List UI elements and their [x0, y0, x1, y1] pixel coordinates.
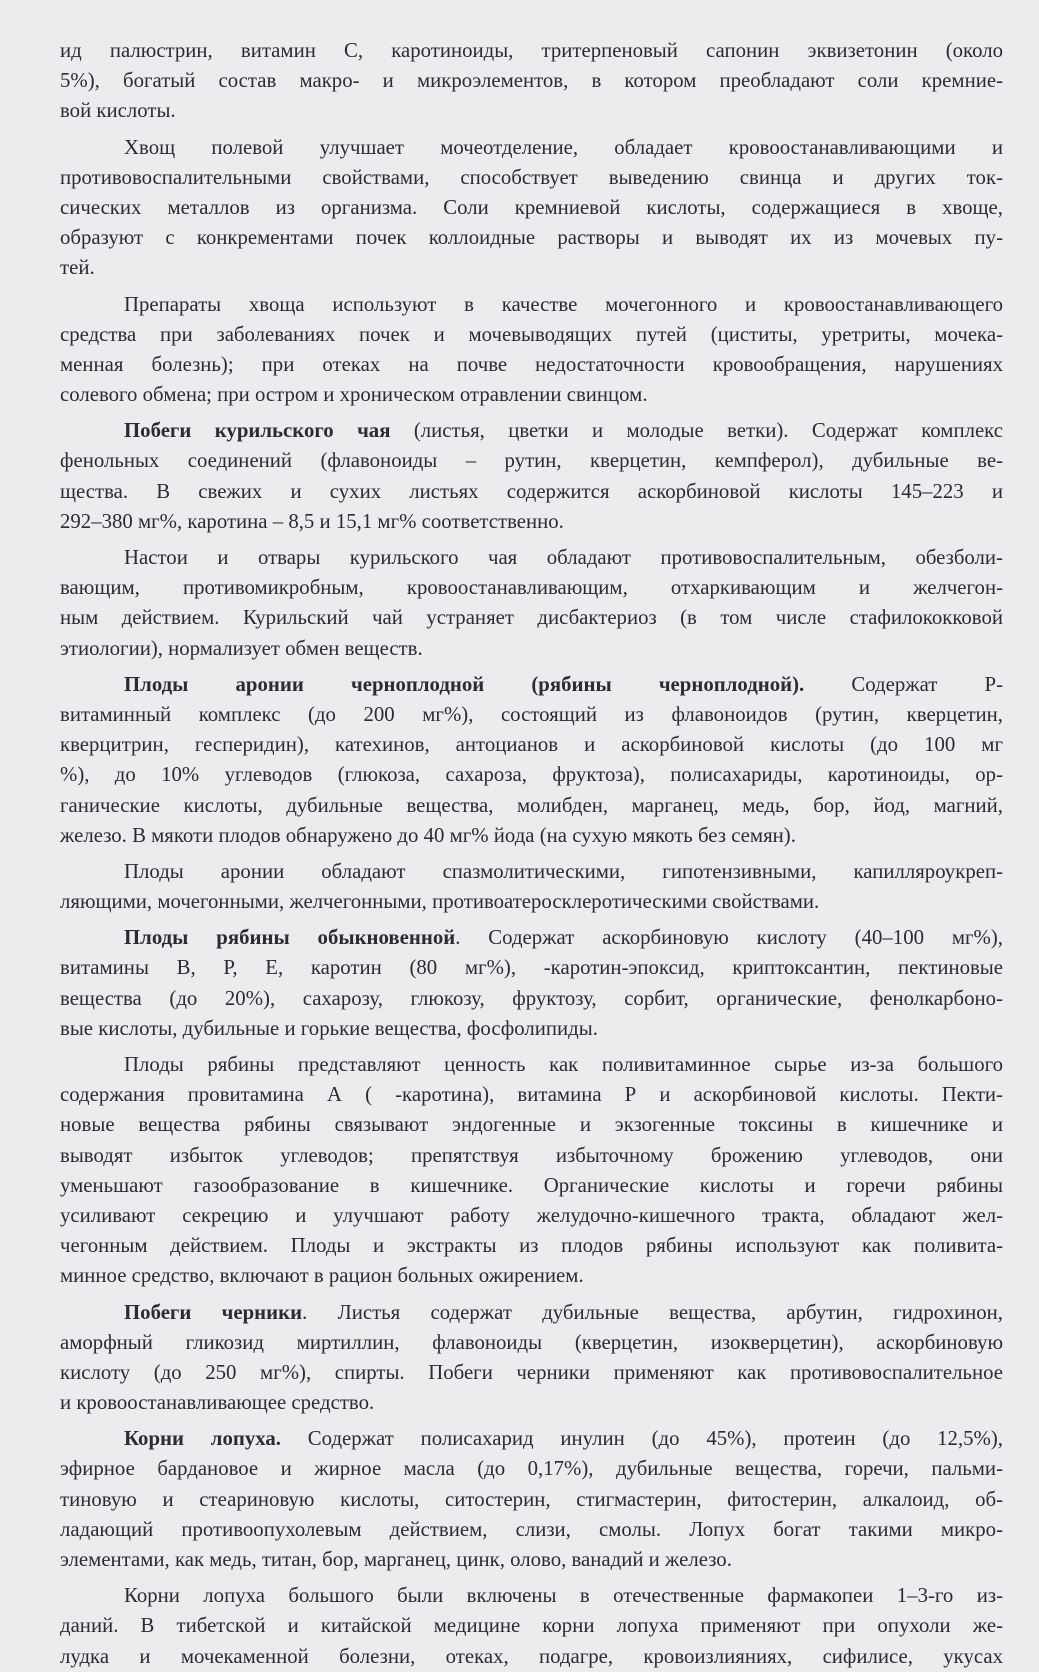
line-text: кислоту (до 250 мг%), спирты. Побеги черники применяют как противовоспалительное: [60, 1360, 1003, 1384]
text-line: [60, 1231, 1003, 1261]
line-text: 5%), богатый состав макро- и микроэлементов, в котором преобладают соли кремние-: [60, 69, 1003, 93]
line-text: выводят избыток углеводов; препятствуя избыточному брожению углеводов, они: [60, 1143, 1003, 1167]
text-line: [60, 1298, 1003, 1328]
line-text: %), до 10% углеводов (глюкоза, сахароза, фруктоза), полисахариды, каротиноиды, ор-: [60, 763, 1003, 787]
text-line: [60, 1611, 1003, 1641]
text-line: [60, 253, 1003, 283]
line-text: тей.: [60, 256, 95, 280]
text-line: [60, 1050, 1003, 1080]
text-line: [60, 446, 1003, 476]
line-text: кверцитрин, гесперидин), катехинов, антоцианов и аскорбиновой кислоты (до 100 мг: [60, 733, 1003, 757]
text-line: [60, 1110, 1003, 1140]
line-text: лудка и мочекаменной болезни, отеках, подагре, кровоизлияниях, сифилисе, укусах: [60, 1644, 1003, 1668]
line-text: противовоспалительными свойствами, способствует выведению свинца и других ток-: [60, 165, 1003, 189]
line-text: Препараты хвоща используют в качестве мочегонного и кровоостанавливающего: [124, 292, 1003, 316]
text-line: [60, 857, 1003, 887]
line-text: ладающий противоопухолевым действием, слизи, смолы. Лопух богат такими микро-: [60, 1517, 1003, 1541]
text-line: [60, 1581, 1003, 1611]
bold-heading: Плоды рябины обыкновенной: [124, 926, 456, 950]
line-text: (листья, цветки и молодые ветки). Содержат комплекс: [390, 419, 1003, 443]
text-line: [60, 36, 1003, 66]
line-text: щества. В свежих и сухих листьях содержится аскорбиновой кислоты 145–223 и: [60, 479, 1003, 503]
bold-heading: Побеги курильского чая: [124, 419, 391, 443]
text-line: [60, 1424, 1003, 1454]
bold-heading: Плоды аронии черноплодной (рябины черноплодной).: [124, 672, 805, 696]
line-text: минное средство, включают в рацион больных ожирением.: [60, 1264, 584, 1288]
text-line: [60, 133, 1003, 163]
text-line: [60, 1201, 1003, 1231]
line-text: вещества (до 20%), сахарозу, глюкозу, фруктозу, сорбит, органические, фенолкарбоно-: [60, 986, 1003, 1010]
line-text: Содержат Р-: [804, 672, 1003, 696]
line-text: Плоды аронии обладают спазмолитическими, гипотензивными, капилляроукреп-: [124, 859, 1003, 883]
bold-heading: Корни лопуха.: [124, 1427, 281, 1451]
line-text: этиологии), нормализует обмен веществ.: [60, 636, 423, 660]
line-text: ляющими, мочегонными, желчегонными, противоатеросклеротическими свойствами.: [60, 890, 820, 914]
line-text: новые вещества рябины связывают эндогенные и экзогенные токсины в кишечнике и: [60, 1113, 1003, 1137]
text-line: [60, 380, 1003, 410]
text-line: [60, 730, 1003, 760]
line-text: Содержат полисахарид инулин (до 45%), протеин (до 12,5%),: [280, 1427, 1003, 1451]
text-line: [60, 320, 1003, 350]
line-text: уменьшают газообразование в кишечнике. Органические кислоты и горечи рябины: [60, 1173, 1003, 1197]
line-text: . Содержат аскорбиновую кислоту (40–100 мг%),: [455, 926, 1003, 950]
line-text: Хвощ полевой улучшает мочеотделение, обладает кровоостанавливающими и: [124, 135, 1003, 159]
line-text: и кровоостанавливающее средство.: [60, 1391, 375, 1415]
text-line: [60, 700, 1003, 730]
text-line: [60, 96, 1003, 126]
text-line: [60, 984, 1003, 1014]
text-line: [60, 193, 1003, 223]
line-text: даний. В тибетской и китайской медицине корни лопуха применяют при опухоли же-: [60, 1614, 1003, 1638]
text-line: [60, 1014, 1003, 1044]
text-line: [60, 290, 1003, 320]
line-text: аморфный гликозид миртиллин, флавоноиды (кверцетин, изокверцетин), аскорбиновую: [60, 1330, 1003, 1354]
text-line: [60, 1358, 1003, 1388]
line-text: тиновую и стеариновую кислоты, ситостерин, стигмастерин, фитостерин, алкалоид, об-: [60, 1487, 1003, 1511]
text-line: [60, 887, 1003, 917]
line-text: ганические кислоты, дубильные вещества, молибден, марганец, медь, бор, йод, магний,: [60, 793, 1003, 817]
line-text: витамины В, Р, Е, каротин (80 мг%), -каротин-эпоксид, криптоксантин, пектиновые: [60, 956, 1003, 980]
bold-heading: Побеги черники: [124, 1300, 303, 1324]
text-line: [60, 543, 1003, 573]
text-line: [60, 1080, 1003, 1110]
text-line: [60, 1515, 1003, 1545]
text-line: [60, 634, 1003, 664]
text-line: [60, 416, 1003, 446]
text-line: [60, 923, 1003, 953]
line-text: фенольных соединений (флавоноиды – рутин, кверцетин, кемпферол), дубильные ве-: [60, 449, 1003, 473]
line-text: усиливают секрецию и улучшают работу желудочно-кишечного тракта, обладают жел-: [60, 1203, 1003, 1227]
line-text: эфирное бардановое и жирное масла (до 0,17%), дубильные вещества, горечи, пальми-: [60, 1457, 1003, 1481]
text-line: [60, 670, 1003, 700]
line-text: Корни лопуха большого были включены в отечественные фармакопеи 1–3-го из-: [124, 1584, 1003, 1608]
text-line: [60, 1545, 1003, 1575]
text-line: [60, 1171, 1003, 1201]
text-line: [60, 507, 1003, 537]
text-line: [60, 573, 1003, 603]
line-text: Настои и отвары курильского чая обладают противовоспалительным, обезболи-: [124, 546, 1003, 569]
text-line: [60, 760, 1003, 790]
text-line: [60, 953, 1003, 983]
text-line: [60, 821, 1003, 851]
line-text: ид палюстрин, витамин С, каротиноиды, тритерпеновый сапонин эквизетонин (около: [60, 39, 1003, 62]
text-line: [60, 1642, 1003, 1672]
line-text: вой кислоты.: [60, 99, 176, 123]
text-line: [60, 1141, 1003, 1171]
line-text: средства при заболеваниях почек и мочевыводящих путей (циститы, уретриты, мочека-: [60, 322, 1003, 346]
line-text: содержания провитамина А ( -каротина), витамина Р и аскорбиновой кислоты. Пекти-: [60, 1083, 1003, 1107]
line-text: сических металлов из организма. Соли кремниевой кислоты, содержащиеся в хвоще,: [60, 195, 1003, 219]
line-text: железо. В мякоти плодов обнаружено до 40 мг% йода (на сухую мякоть без семян).: [60, 823, 796, 847]
line-text: Плоды рябины представляют ценность как поливитаминное сырье из-за большого: [124, 1053, 1003, 1076]
line-text: 292–380 мг%, каротина – 8,5 и 15,1 мг% соответственно.: [60, 509, 564, 533]
text-line: [60, 603, 1003, 633]
text-line: [60, 350, 1003, 380]
text-line: [60, 477, 1003, 507]
text-line: [60, 66, 1003, 96]
text-line: [60, 223, 1003, 253]
line-text: менная болезнь); при отеках на почве недостаточности кровообращения, нарушениях: [60, 352, 1003, 376]
line-text: элементами, как медь, титан, бор, марганец, цинк, олово, ванадий и железо.: [60, 1548, 732, 1571]
line-text: . Листья содержат дубильные вещества, арбутин, гидрохинон,: [302, 1300, 1003, 1324]
line-text: вающим, противомикробным, кровоостанавливающим, отхаркивающим и желчегон-: [60, 576, 1003, 600]
line-text: витаминный комплекс (до 200 мг%), состоящий из флавоноидов (рутин, кверцетин,: [60, 702, 1003, 726]
text-line: [60, 1454, 1003, 1484]
text-line: [60, 1261, 1003, 1291]
text-line: [60, 163, 1003, 193]
text-line: [60, 1485, 1003, 1515]
line-text: чегонным действием. Плоды и экстракты из плодов рябины используют как поливита-: [60, 1234, 1003, 1258]
line-text: образуют с конкрементами почек коллоидные растворы и выводят их из мочевых пу-: [60, 226, 1003, 250]
line-text: вые кислоты, дубильные и горькие вещества, фосфолипиды.: [60, 1016, 598, 1040]
text-line: [60, 1388, 1003, 1418]
line-text: ным действием. Курильский чай устраняет дисбактериоз (в том числе стафилококковой: [60, 606, 1003, 630]
line-text: солевого обмена; при остром и хроническом отравлении свинцом.: [60, 383, 648, 407]
text-line: [60, 1328, 1003, 1358]
text-line: [60, 791, 1003, 821]
